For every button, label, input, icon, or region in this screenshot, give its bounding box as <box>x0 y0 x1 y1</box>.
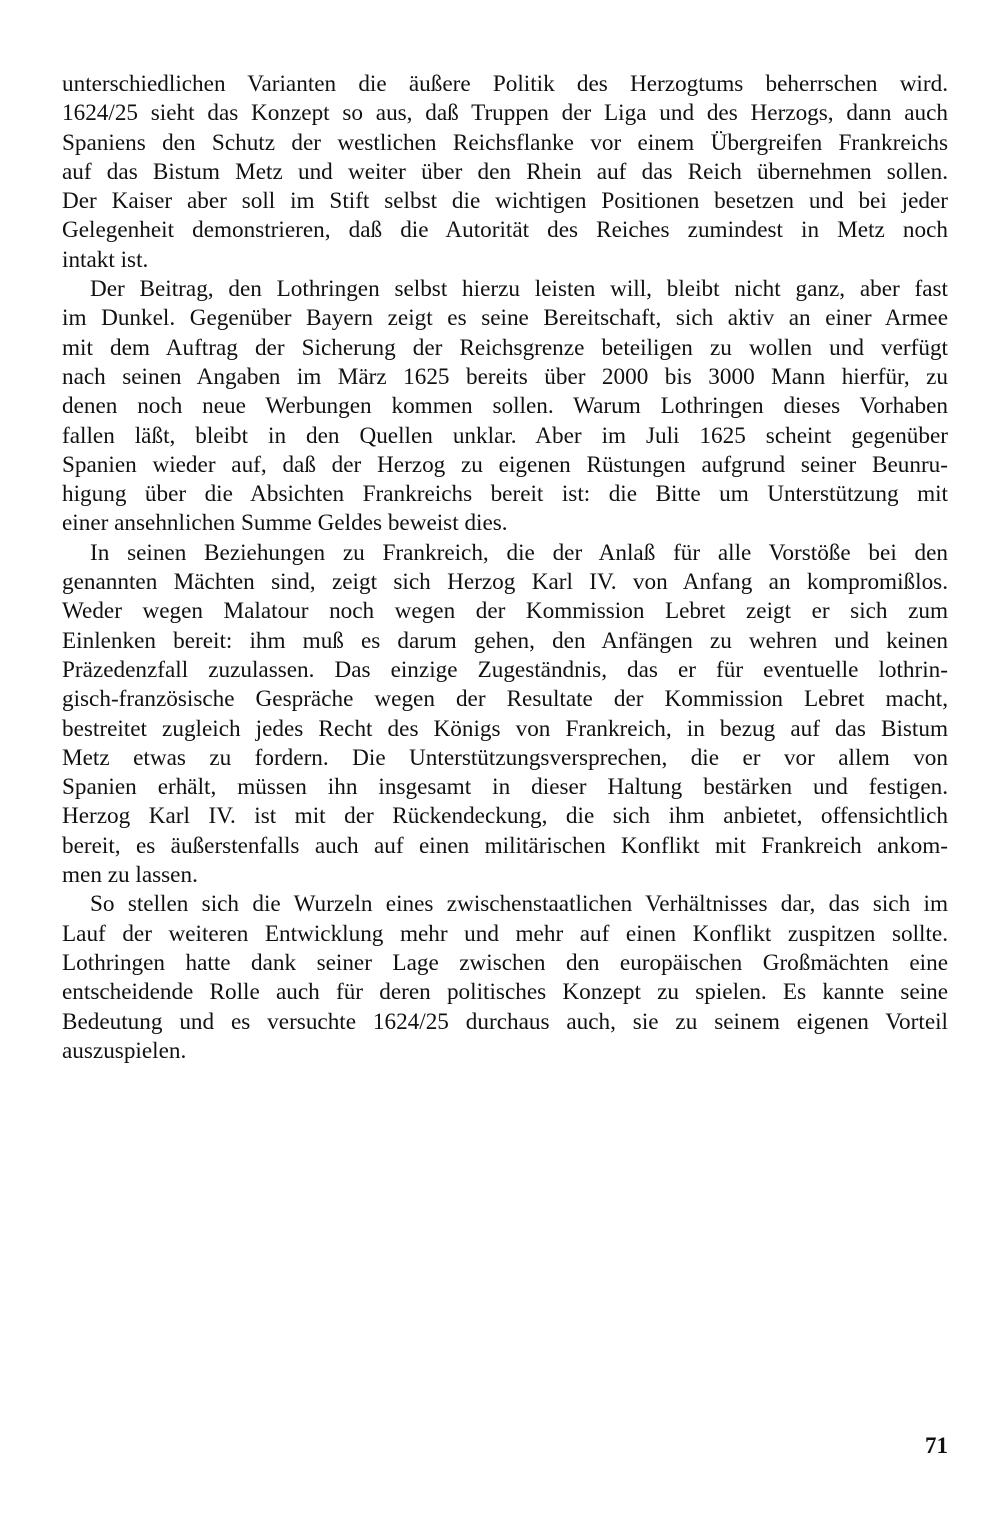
text-line: Herzog Karl IV. ist mit der Rückendeckung, die sich ihm anbietet, offensichtlich <box>62 803 948 830</box>
text-line: auf das Bistum Metz und weiter über den Rhein auf das Reich übernehmen sollen. <box>62 158 948 185</box>
text-line: denen noch neue Werbungen kommen sollen. Warum Lothringen dieses Vorhaben <box>62 393 948 420</box>
paragraph-3 <box>62 539 948 891</box>
text-line: bestreitet zugleich jedes Recht des Königs von Frankreich, in bezug auf das Bistum <box>62 715 948 742</box>
text-line: auszuspielen. <box>62 1037 187 1064</box>
text-line: Der Beitrag, den Lothringen selbst hierzu leisten will, bleibt nicht ganz, aber fast <box>90 276 948 303</box>
text-line: Gelegenheit demonstrieren, daß die Autorität des Reiches zumindest in Metz noch <box>62 217 948 244</box>
text-line: Lauf der weiteren Entwicklung mehr und mehr auf einen Konflikt zuspitzen sollte. <box>62 920 948 947</box>
paragraph-1 <box>62 70 948 275</box>
page-body <box>62 70 948 1066</box>
text-line: Weder wegen Malatour noch wegen der Kommission Lebret zeigt er sich zum <box>62 598 948 625</box>
text-line: entscheidende Rolle auch für deren politisches Konzept zu spielen. Es kannte seine <box>62 979 948 1006</box>
text-line: nach seinen Angaben im März 1625 bereits über 2000 bis 3000 Mann hierfür, zu <box>62 363 948 390</box>
paragraph-2 <box>62 275 948 539</box>
text-line: im Dunkel. Gegenüber Bayern zeigt es seine Bereitschaft, sich aktiv an einer Armee <box>62 305 948 332</box>
text-line: Bedeutung und es versuchte 1624/25 durchaus auch, sie zu seinem eigenen Vorteil <box>62 1008 948 1035</box>
text-line: unterschiedlichen Varianten die äußere Politik des Herzogtums beherrschen wird. <box>62 71 948 97</box>
text-line: Der Kaiser aber soll im Stift selbst die wichtigen Positionen besetzen und bei jeder <box>62 188 948 215</box>
text-line: fallen läßt, bleibt in den Quellen unklar. Aber im Juli 1625 scheint gegenüber <box>62 422 948 449</box>
text-line: Metz etwas zu fordern. Die Unterstützungsversprechen, die er vor allem von <box>62 744 948 771</box>
text-line: Präzedenzfall zuzulassen. Das einzige Zugeständnis, das er für eventuelle lothrin- <box>62 656 948 683</box>
text-line: einer ansehnlichen Summe Geldes beweist dies. <box>62 510 508 537</box>
text-line: Einlenken bereit: ihm muß es darum gehen, den Anfängen zu wehren und keinen <box>62 627 948 654</box>
paragraph-4 <box>62 890 948 1066</box>
text-line: Spanien wieder auf, daß der Herzog zu eigenen Rüstungen aufgrund seiner Beunru- <box>62 451 948 478</box>
text-line: Lothringen hatte dank seiner Lage zwischen den europäischen Großmächten eine <box>62 949 948 976</box>
text-line: genannten Mächten sind, zeigt sich Herzog Karl IV. von Anfang an kompromißlos. <box>62 569 948 596</box>
text-line: intakt ist. <box>62 246 149 273</box>
text-line: In seinen Beziehungen zu Frankreich, die der Anlaß für alle Vorstöße bei den <box>90 539 948 566</box>
text-line: mit dem Auftrag der Sicherung der Reichsgrenze beteiligen zu wollen und verfügt <box>62 334 948 361</box>
text-line: Spaniens den Schutz der westlichen Reichsflanke vor einem Übergreifen Frankreichs <box>62 129 948 156</box>
text-line: higung über die Absichten Frankreichs bereit ist: die Bitte um Unterstützung mit <box>62 481 948 508</box>
text-line: Spanien erhält, müssen ihn insgesamt in dieser Haltung bestärken und festigen. <box>62 774 948 801</box>
text-line: men zu lassen. <box>62 862 198 889</box>
page-number: 71 <box>925 1433 948 1458</box>
text-line: gisch-französische Gespräche wegen der Resultate der Kommission Lebret macht, <box>62 686 948 713</box>
text-line: So stellen sich die Wurzeln eines zwischenstaatlichen Verhältnisses dar, das sich im <box>90 891 948 918</box>
text-line: bereit, es äußerstenfalls auch auf einen militärischen Konflikt mit Frankreich ankom- <box>62 832 948 859</box>
text-line: 1624/25 sieht das Konzept so aus, daß Truppen der Liga und des Herzogs, dann auch <box>62 100 948 127</box>
